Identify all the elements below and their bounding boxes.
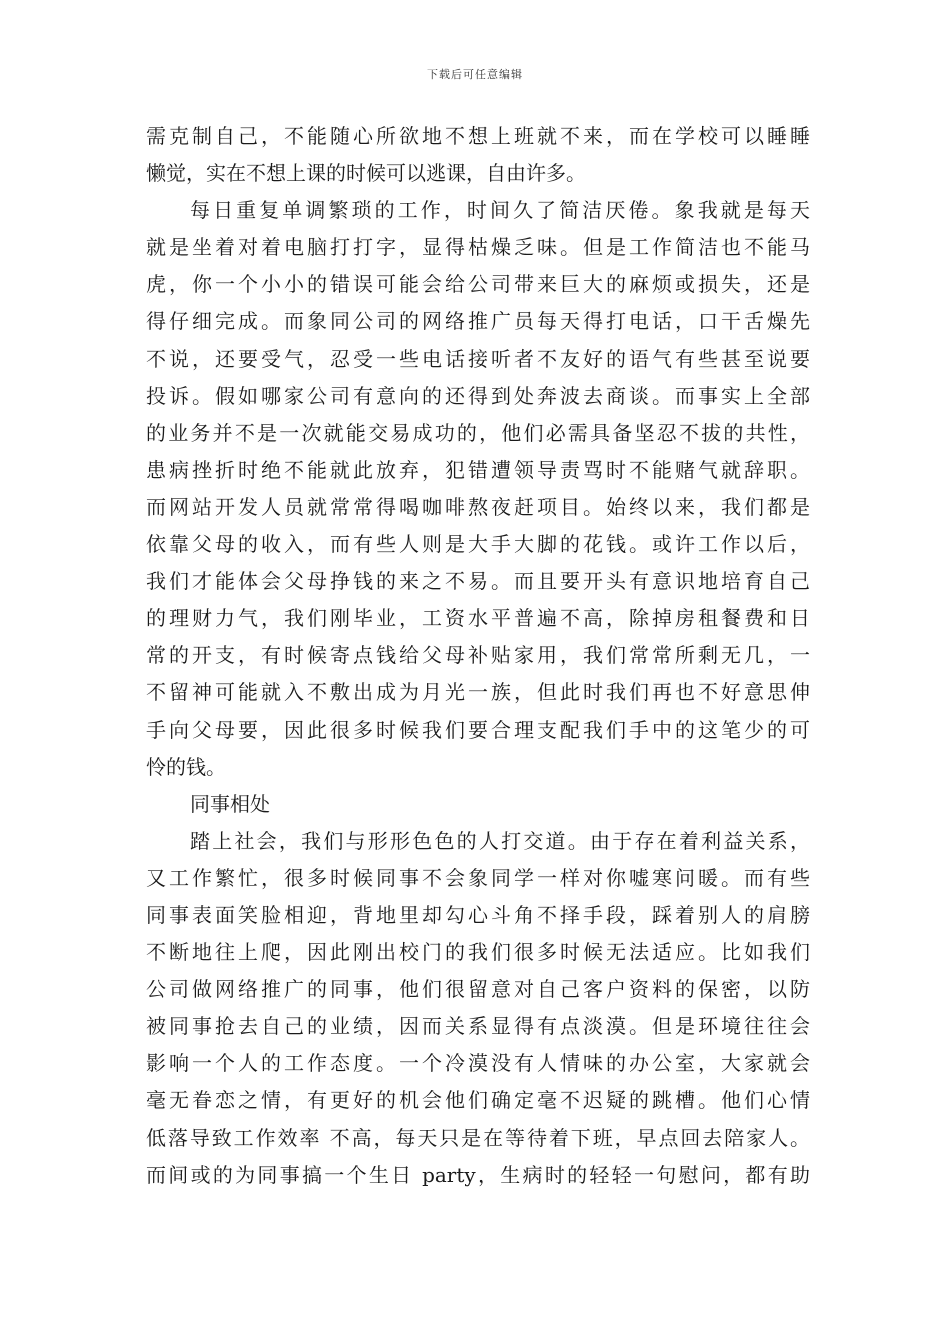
text-line: 得仔细完成。而象同公司的网络推广员每天得打电话，口干舌燥先 (146, 309, 810, 334)
text-line: 虎，你一个小小的错误可能会给公司带来巨大的麻烦或损失，还是 (146, 272, 810, 297)
text-line: 就是坐着对着电脑打打字，显得枯燥乏味。但是工作简洁也不能马 (146, 235, 810, 260)
text-line: 毫无眷恋之情，有更好的机会他们确定毫不迟疑的跳槽。他们心情 (146, 1088, 810, 1113)
text-line: 被同事抢去自己的业绩，因而关系显得有点淡漠。但是环境往往会 (146, 1014, 810, 1039)
text-line: 投诉。假如哪家公司有意向的还得到处奔波去商谈。而事实上全部 (146, 383, 810, 408)
text-line: 不留神可能就入不敷出成为月光一族，但此时我们再也不好意思伸 (146, 680, 810, 705)
text-line: 而间或的为同事搞一个生日 party，生病时的轻轻一句慰问，都有助 (146, 1162, 810, 1187)
text-line: 常的开支，有时候寄点钱给父母补贴家用，我们常常所剩无几，一 (146, 643, 810, 668)
text-line: 不说，还要受气，忍受一些电话接听者不友好的语气有些甚至说要 (146, 346, 810, 371)
text-line: 不断地往上爬，因此刚出校门的我们很多时候无法适应。比如我们 (146, 940, 810, 965)
text-line: 又工作繁忙，很多时候同事不会象同学一样对你嘘寒问暖。而有些 (146, 865, 810, 890)
text-line: 怜的钱。 (146, 754, 226, 779)
text-line: 同事相处 (190, 791, 270, 816)
text-line: 我们才能体会父母挣钱的来之不易。而且要开头有意识地培育自己 (146, 569, 810, 594)
text-line: 而网站开发人员就常常得喝咖啡熬夜赶项目。始终以来，我们都是 (146, 494, 810, 519)
page-header: 下载后可任意编辑 (427, 68, 523, 81)
text-line: 依靠父母的收入，而有些人则是大手大脚的花钱。或许工作以后， (146, 532, 810, 557)
text-line: 懒觉，实在不想上课的时候可以逃课，自由许多。 (146, 161, 586, 186)
text-line: 每日重复单调繁琐的工作，时间久了简洁厌倦。象我就是每天 (190, 198, 810, 223)
text-line: 患病挫折时绝不能就此放弃，犯错遭领导责骂时不能赌气就辞职。 (146, 457, 810, 482)
text-line: 的业务并不是一次就能交易成功的，他们必需具备坚忍不拔的共性， (146, 420, 810, 445)
text-line: 踏上社会，我们与形形色色的人打交道。由于存在着利益关系， (190, 828, 810, 853)
text-line: 手向父母要，因此很多时候我们要合理支配我们手中的这笔少的可 (146, 717, 810, 742)
text-line: 需克制自己，不能随心所欲地不想上班就不来，而在学校可以睡睡 (146, 124, 810, 148)
text-line: 影响一个人的工作态度。一个冷漠没有人情味的办公室，大家就会 (146, 1051, 810, 1076)
text-line: 公司做网络推广的同事，他们很留意对自己客户资料的保密，以防 (146, 977, 810, 1002)
document-body (146, 118, 810, 1194)
text-line: 低落导致工作效率 不高，每天只是在等待着下班，早点回去陪家人。 (146, 1125, 810, 1150)
text-line: 同事表面笑脸相迎，背地里却勾心斗角不择手段，踩着别人的肩膀 (146, 902, 810, 927)
text-line: 的理财力气，我们刚毕业，工资水平普遍不高，除掉房租餐费和日 (146, 606, 810, 631)
